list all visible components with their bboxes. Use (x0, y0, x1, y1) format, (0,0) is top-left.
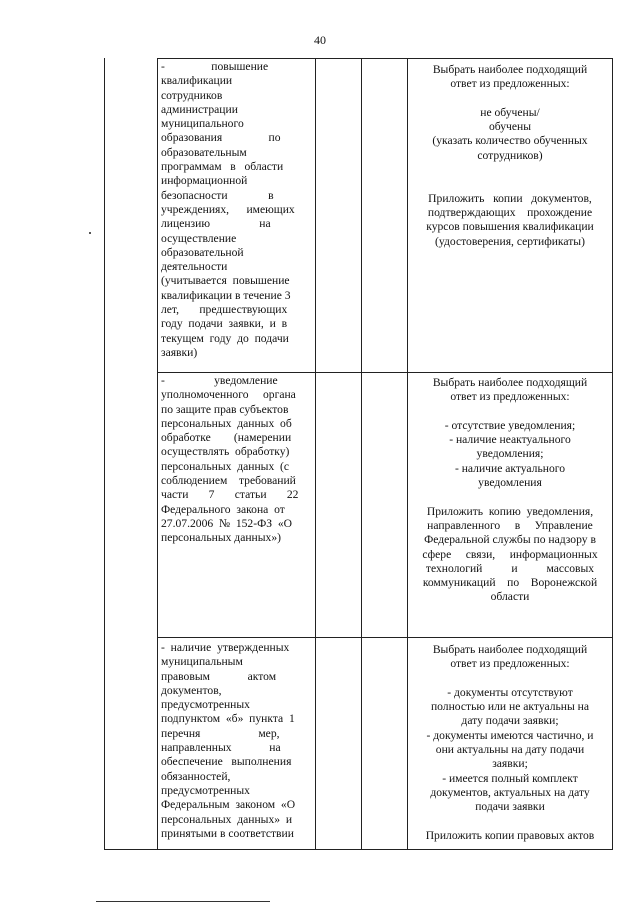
criterion-text-line: - повышение (161, 60, 269, 73)
criterion-text-line: документов, (161, 683, 222, 697)
criterion-text-line: персональных данных (с (161, 459, 290, 473)
criterion-text-line: обязанностей, (161, 769, 231, 783)
blank-line (411, 672, 609, 686)
criterion-text-line: предусмотренных (161, 698, 250, 712)
criterion-text-line: персональных данных об (161, 416, 292, 430)
row-1-answer (411, 63, 609, 249)
blank-line (411, 163, 609, 177)
criterion-text-line: текущем году до подачи (161, 331, 289, 345)
criterion-text-line: перечня мер, (161, 726, 280, 740)
row-3-criterion (161, 641, 315, 841)
answer-text-line: они актуальны на дату подачи (435, 743, 585, 757)
criterion-text-line: информационной (161, 174, 248, 188)
answer-text-line: - наличие неактуального (449, 433, 571, 447)
answer-text-line: уведомления (478, 476, 542, 490)
row-2-criterion (161, 374, 315, 546)
criterion-text-line: образовательным (161, 145, 247, 159)
answer-text-line: ответ из предложенных: (450, 77, 570, 91)
answer-text-line: сфере связи, информационных (422, 547, 598, 561)
answer-text-line: Выбрать наиболее подходящий (432, 643, 588, 656)
column-divider (157, 58, 158, 849)
answer-text-line: заявки; (492, 757, 528, 771)
criterion-text-line: по защите прав субъектов (161, 402, 289, 416)
answer-text-line: (удостоверения, сертификаты) (435, 234, 585, 248)
criterion-text-line: программам в области (161, 160, 284, 174)
answer-text-line: Выбрать наиболее подходящий (432, 376, 588, 389)
criterion-text-line: муниципального (161, 117, 244, 131)
criterion-text-line: лет, предшествующих (161, 303, 288, 317)
answer-text-line: ответ из предложенных: (450, 390, 570, 404)
criterion-text-line: персональных данных» и (161, 812, 293, 826)
answer-text-line: полностью или не актуальны на (430, 700, 590, 714)
answer-text-line: подтверждающих прохождение (427, 205, 593, 219)
criterion-text-line: лицензию на (161, 217, 271, 231)
answer-text-line: - документы имеются частично, и (426, 728, 594, 742)
criteria-table (104, 58, 613, 850)
answer-text-line: Выбрать наиболее подходящий (432, 63, 588, 76)
criterion-text-line: соблюдением требований (161, 474, 296, 488)
answer-text-line: ответ из предложенных: (450, 657, 570, 671)
criterion-text-line: муниципальным (161, 655, 243, 669)
row-divider (157, 58, 612, 59)
column-divider (315, 58, 316, 849)
criterion-text-line: осуществлять обработку) (161, 445, 290, 459)
criterion-text-line: - уведомление (161, 374, 278, 387)
answer-text-line: - наличие актуального (454, 461, 566, 475)
answer-text-line: (указать количество обученных (432, 134, 588, 148)
answer-text-line: - отсутствие уведомления; (444, 418, 576, 432)
row-divider (157, 372, 612, 373)
row-divider (157, 637, 612, 638)
answer-text-line: технологий и массовых (425, 561, 595, 575)
criterion-text-line: образовательной (161, 245, 244, 259)
answer-text-line: дату подачи заявки; (461, 714, 559, 728)
criterion-text-line: персональных данных») (161, 531, 282, 545)
answer-text-line: курсов повышения квалификации (426, 220, 594, 234)
answer-text-line: направленного в Управление (427, 518, 593, 532)
column-divider (361, 58, 362, 849)
criterion-text-line: деятельности (161, 260, 228, 274)
answer-text-line: обучены (488, 120, 532, 134)
criterion-text-line: обработке (намерении (161, 431, 292, 445)
criterion-text-line: обеспечение выполнения (161, 755, 292, 769)
criterion-text-line: подпунктом «б» пункта 1 (161, 712, 295, 726)
answer-text-line: не обучены/ (480, 105, 540, 119)
row-3-answer (411, 643, 609, 843)
criterion-text-line: осуществление (161, 231, 237, 245)
criterion-text-line: части 7 статьи 22 (161, 488, 299, 502)
answer-text-line: Федеральной службы по надзору в (424, 533, 596, 547)
criterion-text-line: администрации (161, 102, 238, 116)
criterion-text-line: уполномоченного органа (161, 388, 296, 402)
criterion-text-line: образования по (161, 131, 281, 145)
answer-text-line: Приложить копии документов, (428, 191, 592, 205)
answer-text-line: Приложить копии правовых актов (425, 828, 595, 842)
answer-text-line: Приложить копию уведомления, (426, 504, 594, 518)
blank-line (411, 815, 609, 829)
answer-text-line: области (490, 590, 530, 604)
answer-text-line: уведомления; (476, 447, 544, 461)
scan-speck (89, 232, 91, 234)
criterion-text-line: - наличие утвержденных (161, 641, 290, 654)
criterion-text-line: принятыми в соответствии (161, 826, 294, 840)
row-2-answer (411, 376, 609, 605)
criterion-text-line: учреждениях, имеющих (161, 202, 295, 216)
criterion-text-line: заявки) (161, 345, 198, 359)
column-divider (407, 58, 408, 849)
blank-line (411, 92, 609, 106)
footnote-separator (96, 901, 270, 902)
answer-text-line: коммуникаций по Воронежской (422, 576, 598, 590)
criterion-text-line: 27.07.2006 № 152-ФЗ «О (161, 516, 293, 530)
criterion-text-line: безопасности в (161, 188, 274, 202)
criterion-text-line: направленных на (161, 741, 281, 755)
answer-text-line: - документы отсутствуют (447, 685, 573, 699)
criterion-text-line: Федерального закона от (161, 502, 285, 516)
criterion-text-line: сотрудников (161, 88, 223, 102)
criterion-text-line: (учитывается повышение (161, 274, 290, 288)
criterion-text-line: квалификации (161, 74, 233, 88)
blank-line (411, 405, 609, 419)
answer-text-line: - имеется полный комплект (442, 771, 578, 785)
answer-text-line: сотрудников) (477, 148, 543, 162)
criterion-text-line: правовым актом (161, 669, 277, 683)
answer-text-line: документов, актуальных на дату (430, 785, 590, 799)
row-1-criterion (161, 60, 315, 360)
answer-text-line: подачи заявки (475, 800, 545, 814)
criterion-text-line: предусмотренных (161, 783, 250, 797)
blank-line (411, 490, 609, 504)
criterion-text-line: году подачи заявки, и в (161, 317, 288, 331)
criterion-text-line: Федеральным законом «О (161, 798, 296, 812)
criterion-text-line: квалификации в течение 3 (161, 288, 291, 302)
page-number: 40 (314, 33, 326, 47)
blank-line (411, 177, 609, 191)
